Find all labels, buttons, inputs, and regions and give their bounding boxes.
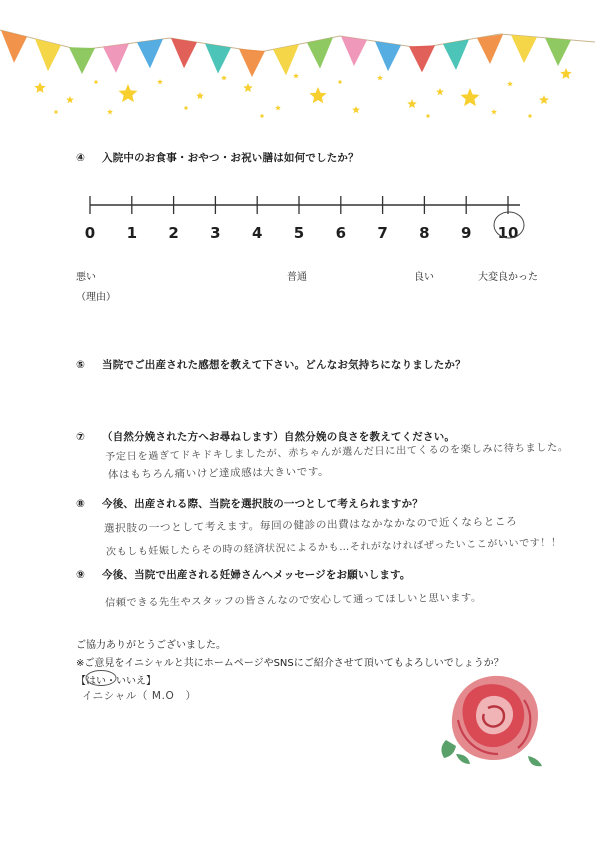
scale-label-very-good: 大変良かった	[478, 272, 538, 283]
question-9-text: 今後、当院で出産される妊婦さんへメッセージをお願いします。	[102, 569, 411, 581]
star-icon	[461, 88, 480, 106]
bunting-flag	[511, 35, 537, 63]
scale-label-normal: 普通	[287, 272, 307, 283]
question-7-text: （自然分娩された方へお尋ねします）自然分娩の良さを教えてください。	[102, 431, 456, 443]
bunting-decoration	[0, 0, 595, 125]
bunting-flag	[69, 47, 95, 74]
star-icon	[491, 109, 497, 114]
bunting-flag	[443, 39, 469, 70]
answer-8-line-2: 次もしも妊娠したらその時の経済状況によるかも…それがなければぜったいここがいいです！！	[105, 537, 562, 558]
bunting-flag	[545, 38, 571, 66]
bunting-flag	[35, 39, 61, 72]
star-icon	[243, 83, 253, 92]
rose-petals	[452, 676, 538, 760]
question-4-text: 入院中のお食事・おやつ・お祝い膳は如何でしたか？	[102, 152, 359, 164]
scale-tick-label: 0	[84, 224, 96, 242]
scale-label-bad: 悪い	[76, 272, 96, 283]
question-8-text: 今後、出産される際、当院を選択肢の一つとして考えられますか？	[102, 498, 423, 510]
star-icon	[309, 87, 326, 103]
star-icon	[119, 84, 138, 102]
bunting-flag	[137, 39, 163, 68]
scale-tick-label: 4	[251, 224, 263, 242]
scale-tick-label: 3	[210, 224, 221, 242]
answer-8-line-1: 選択肢の一つとして考えます。毎回の健診の出費はなかなかなので近くならところ	[103, 515, 518, 535]
star-icon	[196, 92, 204, 99]
scale-tick-label: 5	[293, 224, 305, 242]
question-8	[76, 496, 423, 511]
reason-label: （理由）	[76, 292, 116, 303]
bunting-flag	[205, 43, 231, 73]
footer-note: ※ご意見をイニシャルと共にホームページやSNSにご紹介させて頂いてもよろしいでしょうか？	[76, 658, 504, 669]
footer-initial: イニシャル（ M.O ）	[82, 690, 197, 702]
choice-circle-yes	[84, 669, 118, 687]
star-dot	[528, 114, 531, 117]
star-dot	[260, 114, 263, 117]
star-icon	[157, 79, 163, 84]
scale-tick-label: 6	[335, 224, 347, 242]
star-icon	[377, 75, 383, 80]
question-5-text: 当院でご出産された感想を教えて下さい。どんなお気持ちになりましたか？	[102, 359, 466, 371]
star-icon	[436, 88, 444, 95]
star-icon	[560, 68, 571, 79]
answer-9-line-1: 信頼できる先生やスタッフの皆さんなので安心して通ってほしいと思います。	[104, 592, 482, 609]
question-9	[76, 567, 411, 582]
bunting-flag	[103, 43, 129, 72]
scale-tick-label: 9	[460, 224, 472, 242]
question-5-number: ⑤	[76, 359, 86, 371]
footer-choice: 【はい・いいえ】	[76, 676, 156, 687]
star-icon	[34, 82, 45, 93]
bunting-flag	[477, 34, 503, 64]
star-dot	[54, 110, 57, 113]
star-dot	[426, 114, 429, 117]
bunting-flag	[1, 30, 27, 63]
star-icon	[539, 95, 549, 104]
bunting-flag	[341, 36, 367, 66]
bunting-flag	[409, 45, 435, 72]
question-7-number: ⑦	[76, 431, 86, 443]
answer-7-line-2: 体はもちろん痛いけど達成感は大きいです。	[107, 465, 330, 481]
question-4	[76, 150, 359, 165]
bunting-flag	[273, 44, 299, 75]
footer-thanks: ご協力ありがとうございました。	[76, 640, 226, 651]
scale-tick-label: 10	[497, 224, 519, 242]
rose-illustration	[438, 670, 548, 780]
star-dot	[184, 106, 187, 109]
scale-tick-label: 8	[419, 224, 430, 242]
question-8-number: ⑧	[76, 498, 86, 510]
star-icon	[352, 106, 360, 113]
star-icon	[293, 73, 299, 78]
bunting-flag	[239, 49, 265, 77]
star-icon	[275, 105, 281, 110]
bunting-flag	[375, 41, 401, 71]
scale-tick-label: 1	[126, 224, 138, 242]
scale-label-good: 良い	[414, 272, 434, 283]
question-9-number: ⑨	[76, 569, 86, 581]
star-icon	[507, 81, 513, 86]
scale-tick-label: 7	[377, 224, 388, 242]
question-5	[76, 357, 466, 372]
star-icon	[107, 109, 113, 114]
scale-tick-label: 2	[168, 224, 179, 242]
rating-scale	[70, 185, 540, 255]
bunting-flag	[171, 38, 197, 68]
star-dot	[338, 80, 341, 83]
star-icon	[66, 96, 74, 103]
star-dot	[94, 80, 97, 83]
star-icon	[407, 99, 417, 108]
bunting-flag	[307, 37, 333, 68]
star-icon	[221, 75, 227, 80]
answer-7-line-1: 予定日を過ぎてドキドキしましたが、赤ちゃんが選んだ日に出てくるのを楽しみに待ちました。	[104, 442, 569, 463]
question-4-number: ④	[76, 152, 86, 164]
